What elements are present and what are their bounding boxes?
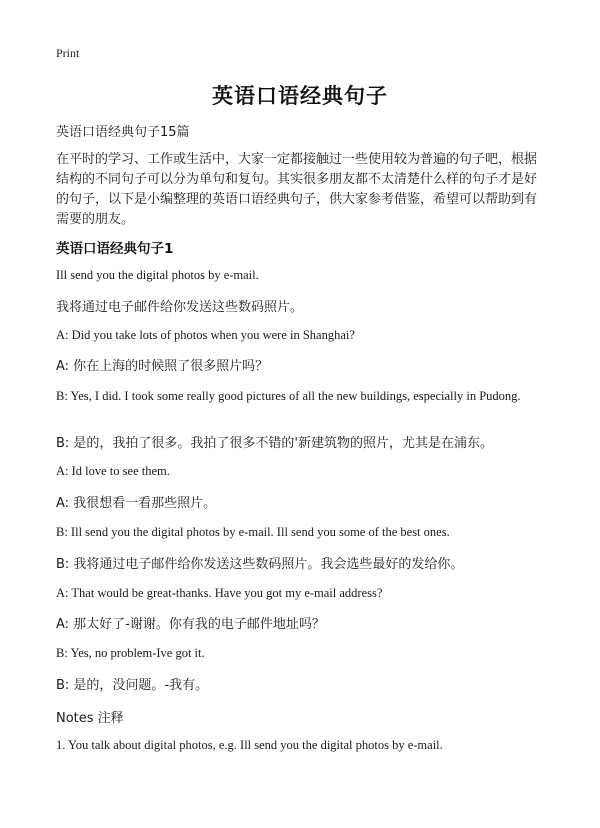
section-heading: 英语口语经典句子1 (56, 241, 174, 257)
dialog-line: A: That would be great-thanks. Have you got my e-mail address? (56, 586, 383, 600)
intro-paragraph: 在平时的学习、工作或生活中，大家一定都接触过一些使用较为普遍的句子吧，根据结构的不同句子可以分为单句和复句。其实很多朋友都不太清楚什么样的句子才是好的句子，以下是小编整理的英语口语经典句子，供大家参考借鉴，希望可以帮助到有需要的朋友。 (56, 152, 538, 227)
dialog-line: B: 我将通过电子邮件给你发送这些数码照片。我会选些最好的发给你。 (56, 557, 464, 572)
dialog-line: 我将通过电子邮件给你发送这些数码照片。 (56, 300, 304, 315)
dialog-line: B: 是的，没问题。-我有。 (56, 678, 209, 693)
page-title: 英语口语经典句子 (212, 84, 388, 108)
dialog-line: A: 我很想看一看那些照片。 (56, 496, 217, 511)
dialog-line: A: 那太好了-谢谢。你有我的电子邮件地址吗？ (56, 617, 325, 632)
notes-heading: Notes 注释 (56, 711, 124, 726)
dialog-line: B: 是的，我拍了很多。我拍了很多不错的'新建筑物的照片，尤其是在浦东。 (56, 436, 494, 451)
note-item: 1. You talk about digital photos, e.g. Ill send you the digital photos by e-mail. (56, 738, 443, 752)
dialog-line: A: Id love to see them. (56, 464, 170, 478)
dialog-line: A: Did you take lots of photos when you were in Shanghai? (56, 328, 355, 342)
dialog-line: B: Yes, I did. I took some really good pictures of all the new buildings, especially in Pudong. (56, 389, 521, 403)
dialog-line: A: 你在上海的时候照了很多照片吗？ (56, 359, 269, 374)
print-link[interactable]: Print (56, 46, 80, 60)
dialog-line: B: Yes, no problem-Ive got it. (56, 646, 205, 660)
dialog-line: Ill send you the digital photos by e-mail. (56, 268, 259, 282)
document-subtitle: 英语口语经典句子15篇 (56, 125, 190, 140)
dialog-line: B: Ill send you the digital photos by e-mail. Ill send you some of the best ones. (56, 525, 450, 539)
